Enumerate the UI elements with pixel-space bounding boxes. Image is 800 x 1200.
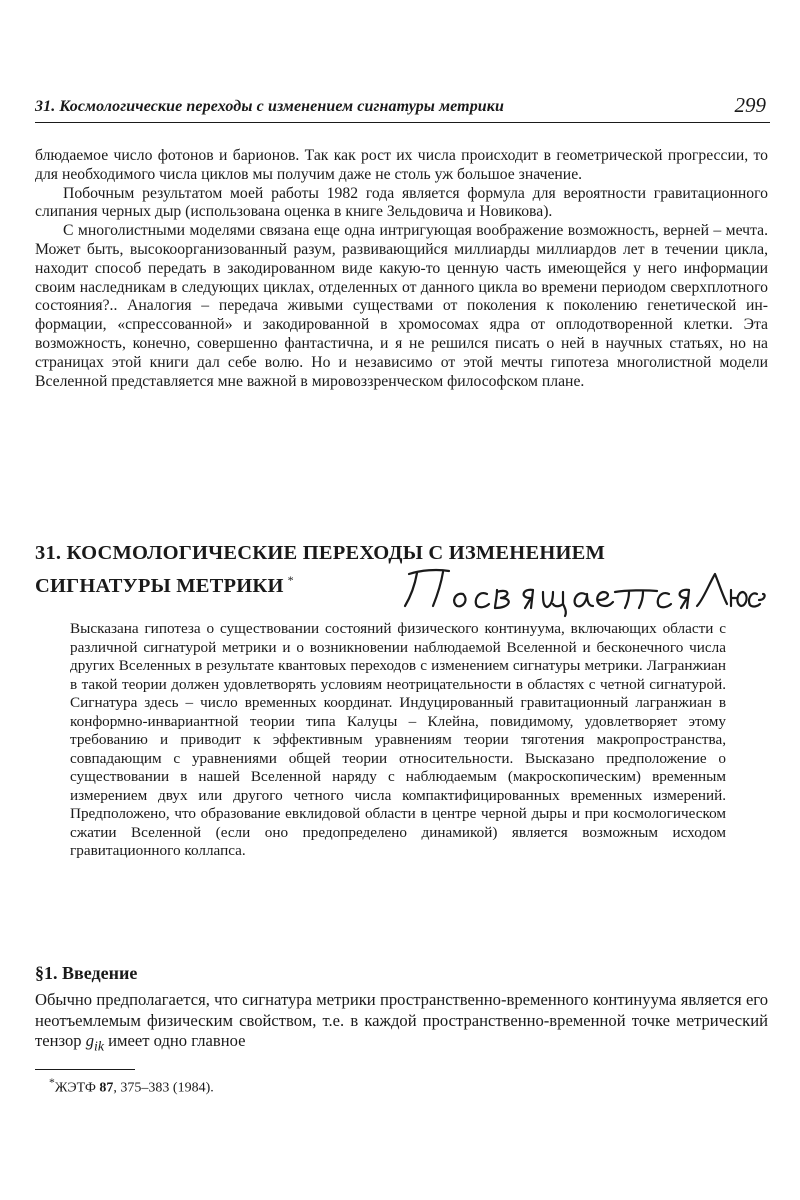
- running-title: 31. Космологические переходы с изменением сигнатуры метрики: [35, 98, 505, 115]
- introduction-paragraph: [35, 990, 768, 1057]
- intro-text-end: имеет одно главное: [108, 1031, 246, 1050]
- section-heading-line-1: 31. КОСМОЛОГИЧЕСКИЕ ПЕРЕХОДЫ С ИЗМЕНЕНИЕМ: [35, 542, 606, 564]
- footnote-marker: *: [49, 1076, 55, 1089]
- handwritten-dedication: [397, 560, 767, 620]
- paragraph-continuation: блюдаемое число фотонов и барионов. Так как рост их числа происходит в геометрической прогрессии, то для необходимого числа циклов мы получим даже не столь уж большое значение.: [35, 147, 768, 183]
- footnote-divider: [35, 1069, 135, 1070]
- footnote-pages-year: , 375–383 (1984).: [113, 1080, 214, 1096]
- metric-tensor-letter: g: [85, 1031, 95, 1050]
- abstract: [70, 620, 726, 861]
- footnote-volume: 87: [99, 1080, 114, 1096]
- footnote-journal: ЖЭТФ: [54, 1080, 96, 1096]
- subsection-heading: §1. Введение: [35, 963, 138, 983]
- footnote: [49, 1076, 214, 1097]
- abstract-text: Высказана гипотеза о существовании состояний физического континуума, включающих области с различной сигнатурой метрики и о возникновении наблюдаемой Вселенной и бесконечного числа других Вселенных в результате квантовых переходов с изменением сигнатуры метрики. Лагранжиан в такой теории должен удовлетворять условиям неотрицательности в областях с четной сигнатурой. Сигнатура здесь – число временных координат. Индуцированный гравитационный лагранжиан в конформно-инвариантной теории типа Калуцы – Клейна, повидимому, удовлетворяет этому требованию и приводит к эффективным уравнениям теории тяготения макропространства, совпадающим с уравнениями общей теории относительности. Высказано предположение о существовании в нашей Вселенной наряду с наблюдаемым (макроскопическим) временным измерением двух или другого четного числа компактифицированных временных измерений. Предположено, что образование евклидовой области в центре черной дыры и при космологическом сжатии Вселенной (если оно предопределено динамикой) является возможным исходом гравитационного коллапса.: [70, 620, 726, 859]
- intro-text-start: Обычно предполагается, что сигнатура метрики пространственно-временного континуума является его неотъемлемым физическим свойством, т.е. в каждой пространственно-временной точке метрический тензор: [35, 990, 768, 1050]
- section-heading-line-2-text: СИГНАТУРЫ МЕТРИКИ: [35, 574, 284, 597]
- page-number: 299: [734, 93, 766, 117]
- continued-text: [35, 147, 768, 391]
- introduction-text: [35, 990, 768, 1057]
- paragraph-multisheet: С многолистными моделями связана еще одна интригующая воображение возможность, верней – мечта. Может быть, высокоорганизованный разум, развивающийся миллиарды миллиардов лет в течении цикла, находит способ передать в закодированном виде какую-то ценную часть имеющейся у него информации своим наследникам в следующих циклах, отделенных от данного цикла во времени периодом сверхплотного состояния?.. Аналогия – передача живыми существами от поколения к поколению генетической информации, «спрессованной» и закодированной в хромосомах ядра от оплодотворенной клетки. Эта возможность, конечно, совершенно фантастична, и я не решился писать о ней в научных статьях, но на страницах этой книги дал себе волю. Но и независимо от этой мечты гипотеза многолистной модели Вселенной представляется мне важной в мировоззренческом философском плане.: [35, 222, 768, 390]
- metric-tensor-symbol: [85, 1031, 104, 1054]
- footnote-reference: *: [287, 573, 294, 587]
- paragraph-byproduct: Побочным результатом моей работы 1982 года является формула для вероятности гравитационного слипания черных дыр (использована оценка в книге Зельдовича и Новикова).: [35, 184, 768, 221]
- metric-tensor-subscript: ik: [94, 1038, 104, 1054]
- running-head: [35, 92, 770, 123]
